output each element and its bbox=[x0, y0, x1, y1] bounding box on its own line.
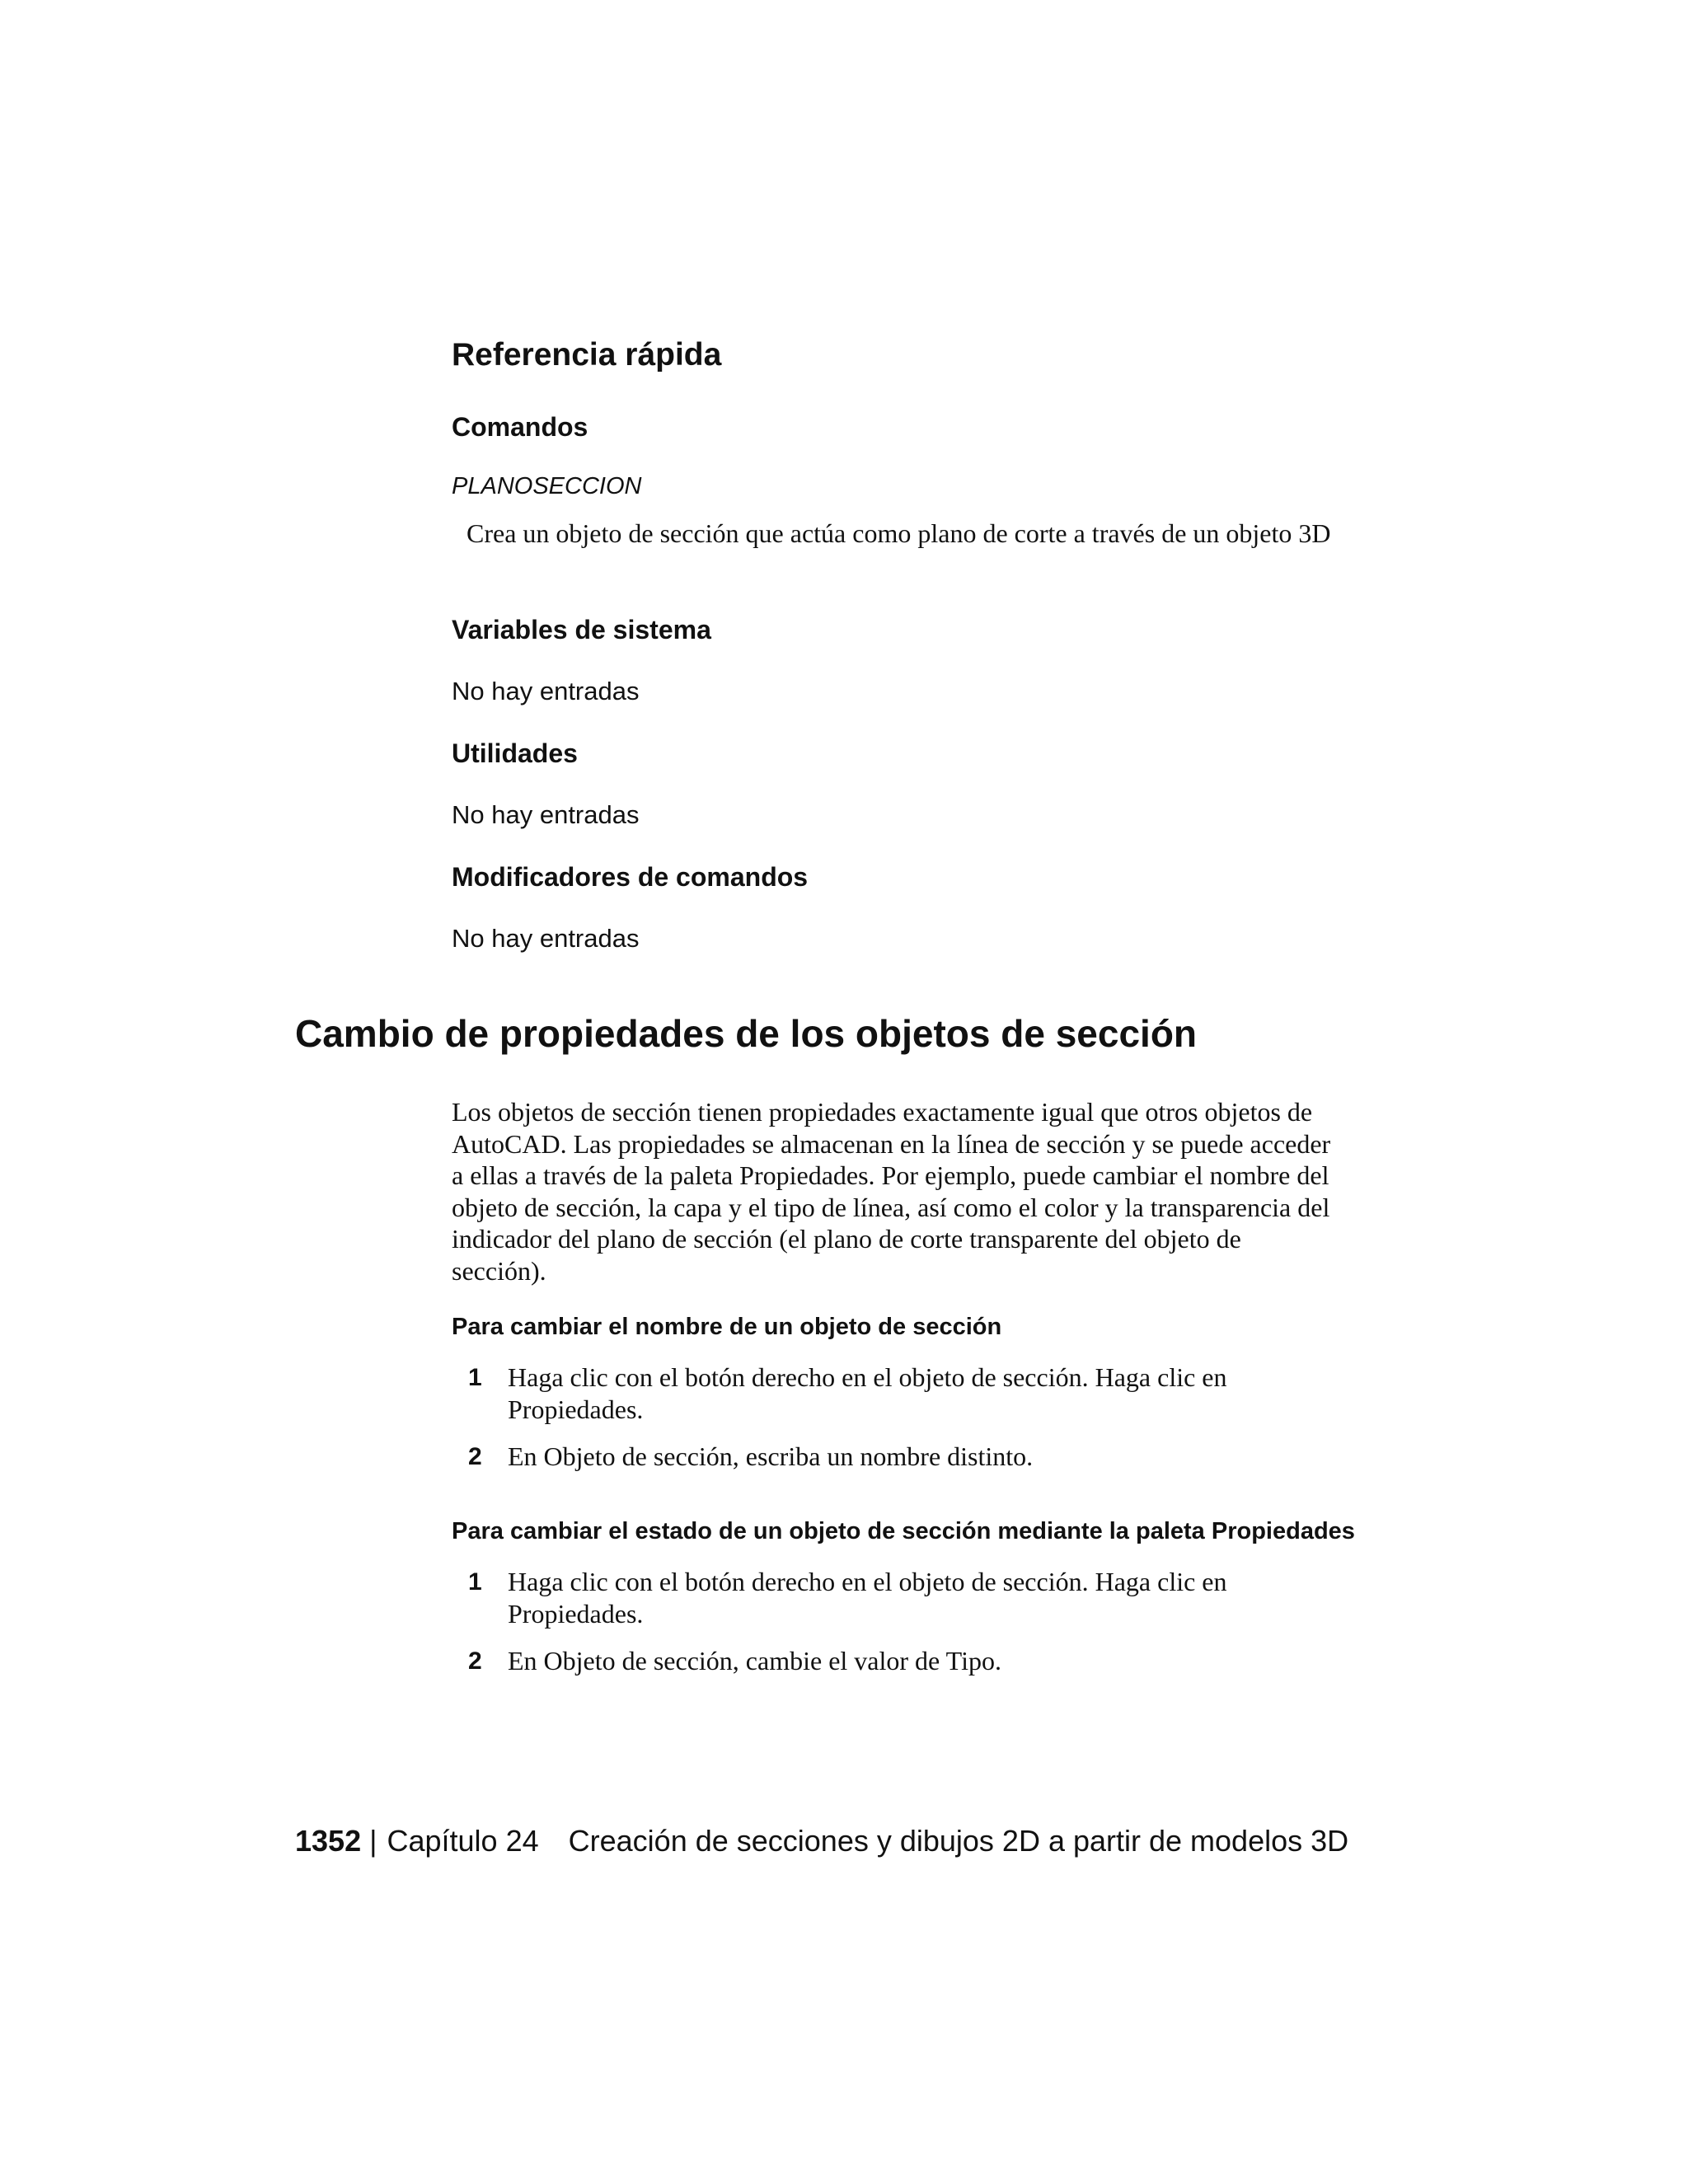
quick-reference-title: Referencia rápida bbox=[452, 337, 722, 373]
utilities-value: No hay entradas bbox=[452, 800, 640, 829]
section-title: Cambio de propiedades de los objetos de sección bbox=[295, 1012, 1198, 1055]
step-text: Haga clic con el botón derecho en el objeto de sección. Haga clic en Propiedades. bbox=[508, 1362, 1227, 1424]
modifiers-heading: Modificadores de comandos bbox=[452, 862, 809, 892]
modifiers-value: No hay entradas bbox=[452, 924, 640, 953]
procedure-step bbox=[468, 1361, 1342, 1426]
step-number: 2 bbox=[468, 1647, 482, 1675]
procedure-heading-rename: Para cambiar el nombre de un objeto de sección bbox=[452, 1314, 1002, 1340]
procedure-step bbox=[468, 1566, 1342, 1630]
step-text: En Objeto de sección, cambie el valor de Tipo. bbox=[508, 1646, 1001, 1675]
step-number: 1 bbox=[468, 1568, 482, 1596]
page-number: 1352 bbox=[295, 1824, 362, 1858]
system-variables-heading: Variables de sistema bbox=[452, 615, 711, 644]
quick-reference bbox=[452, 336, 1350, 953]
step-text: Haga clic con el botón derecho en el objeto de sección. Haga clic en Propiedades. bbox=[508, 1567, 1227, 1629]
commands-heading: Comandos bbox=[452, 412, 588, 442]
system-variables-value: No hay entradas bbox=[452, 677, 640, 705]
procedure-step bbox=[468, 1645, 1342, 1677]
chapter-title: Creación de secciones y dibujos 2D a partir de modelos 3D bbox=[568, 1824, 1349, 1858]
section-paragraph: Los objetos de sección tienen propiedades exactamente igual que otros objetos de AutoCAD. Las propiedades se almacenan en la línea de sección y se puede acceder a ellas a través de la paleta Propiedades. Por ejemplo, puede cambiar el nombre del objeto de sección, la capa y el tipo de línea, así como el color y la transparencia del indicador del plano de sección (el plano de corte transparente del objeto de sección). bbox=[452, 1097, 1331, 1286]
command-name: PLANOSECCION bbox=[452, 473, 642, 499]
step-number: 1 bbox=[468, 1364, 482, 1391]
step-number: 2 bbox=[468, 1443, 482, 1470]
utilities-heading: Utilidades bbox=[452, 738, 578, 768]
procedure-heading-status: Para cambiar el estado de un objeto de sección mediante la paleta Propiedades bbox=[452, 1518, 1355, 1544]
footer-separator: | bbox=[369, 1824, 377, 1858]
command-description: Crea un objeto de sección que actúa como plano de corte a través de un objeto 3D bbox=[467, 518, 1331, 548]
procedure-step bbox=[468, 1441, 1342, 1473]
step-text: En Objeto de sección, escriba un nombre distinto. bbox=[508, 1441, 1034, 1471]
chapter-label: Capítulo 24 bbox=[387, 1824, 539, 1858]
page-footer bbox=[295, 1823, 1348, 1859]
